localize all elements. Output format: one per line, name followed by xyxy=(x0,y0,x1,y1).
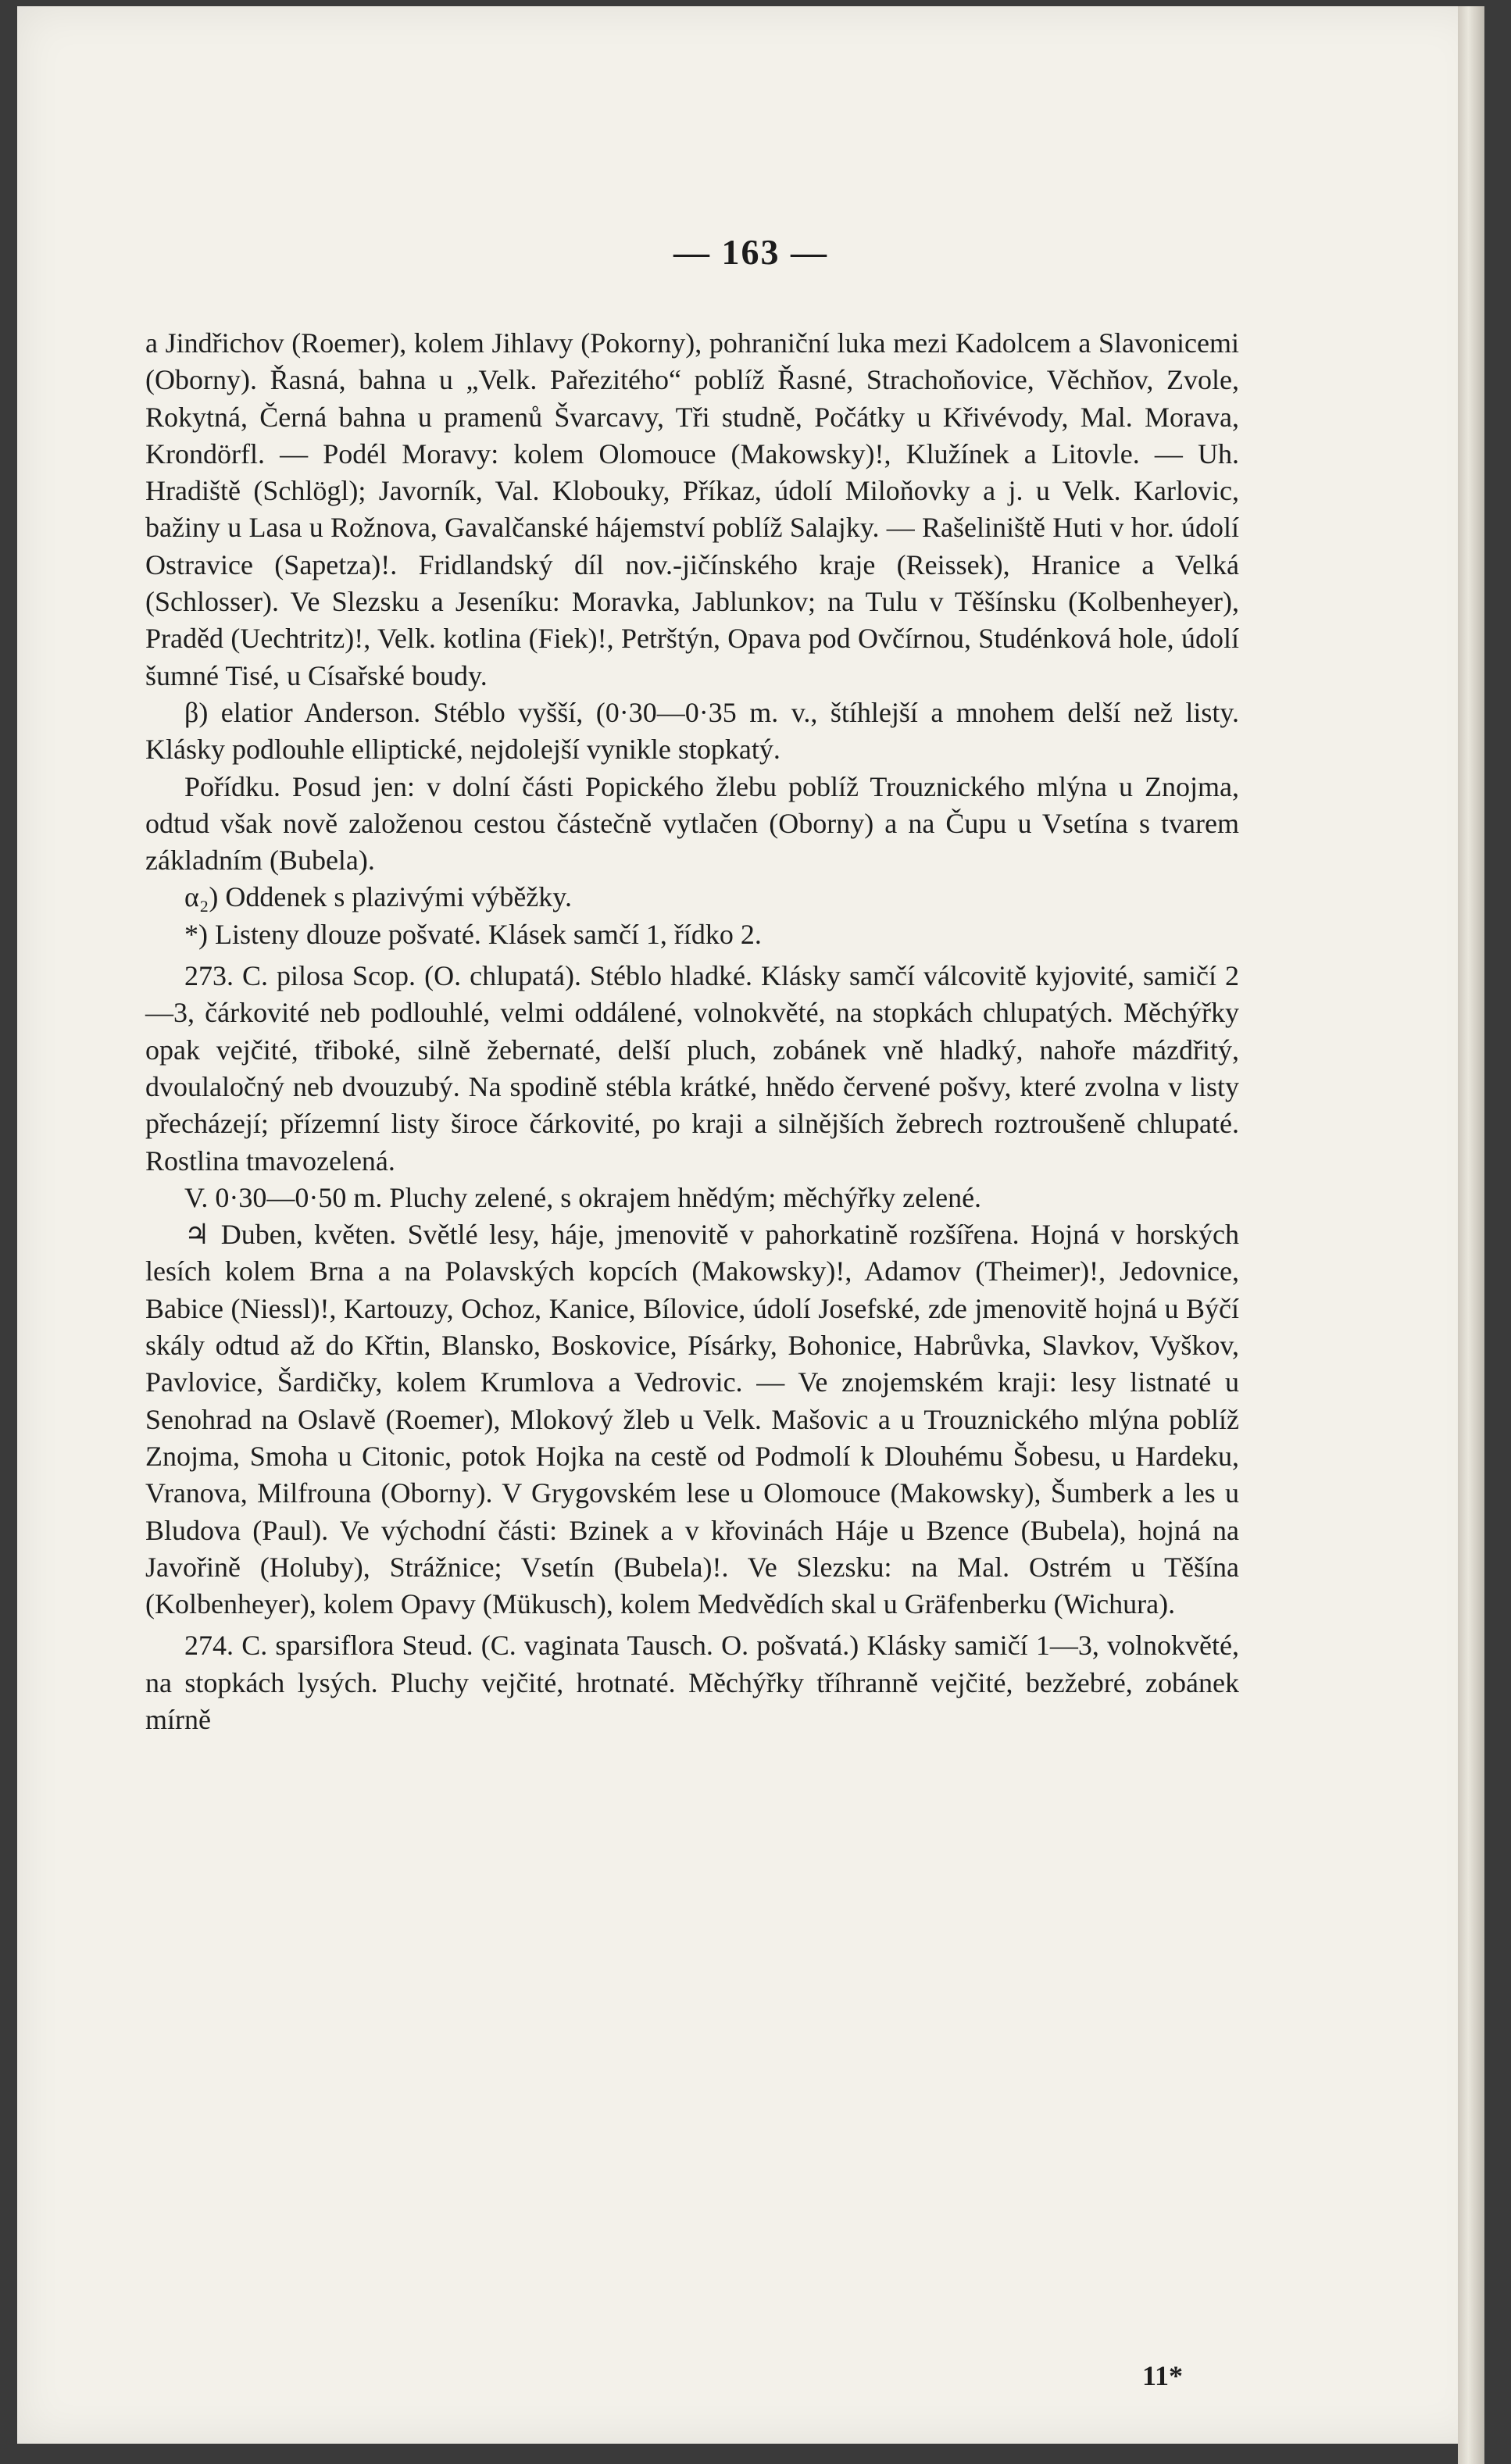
book-page xyxy=(17,6,1484,2444)
paragraph-variety-elatior: β) elatior Anderson. Stéblo vyšší, (0·30—0·35 m. v., štíhlejší a mnohem delší než listy. Klásky podlouhle elliptické, nejdolejší vynikle stopkatý. xyxy=(145,696,1239,766)
paragraph-species-274: 274. C. sparsiflora Steud. (C. vaginata Tausch. O. pošvatá.) Klásky samičí 1—3, volnokvěté, na stopkách lysých. Pluchy vejčité, hrotnaté. Měchýřky tříhranně vejčité, bezžebré, zobánek mírně xyxy=(145,1630,1239,1735)
paragraph-rare-localities: Pořídku. Posud jen: v dolní části Popického žlebu poblíž Trouznického mlýna u Znojma, odtud však nově založenou cestou částečně vytlačen (Oborny) a na Čupu u Vsetína s tvarem základním (Bubela). xyxy=(145,770,1239,877)
page-edge xyxy=(1458,6,1484,2464)
paragraph-distribution-273: ♃ Duben, květen. Světlé lesy, háje, jmenovitě v pahorkatině rozšířena. Hojná v horských lesích kolem Brna a na Polavských kopcích (Makowsky)!, Adamov (Theimer)!, Jedovnice, Babice (Niessl)!, Kartouzy, Ochoz, Kanice, Bílovice, údolí Josefské, zde jmenovitě hojná u Býčí skály odtud až do Křtin, Blansko, Boskovice, Písárky, Bohonice, Habrůvka, Slavkov, Vyškov, Pavlovice, Šardičky, kolem Krumlova a Vedrovic. — Ve znojemském kraji: lesy listnaté u Senohrad na Oslavě (Roemer), Mlokový žleb u Velk. Mašovic a u Trouznického mlýna poblíž Znojma, Smoha u Citonic, potok Hojka na cestě od Podmolí k Dlouhému Šobesu, u Hardeku, Vranova, Milfrouna (Oborny). V Grygovském lese u Olomouce (Makowsky), Šumberk a les u Bludova (Paul). Ve východní části: Bzinek a v křovinách Háje u Bzence (Bubela), hojná na Javořině (Holuby), Strážnice; Vsetín (Bubela)!. Ve Slezsku: na Mal. Ostrém u Těšína (Kolbenheyer), kolem Opavy (Mükusch), kolem Medvědích skal u Gräfenberku (Wichura). xyxy=(145,1219,1239,1620)
paragraph-key-alpha2: α₂) Oddenek s plazivými výběžky. xyxy=(184,881,572,913)
paragraph-localities: a Jindřichov (Roemer), kolem Jihlavy (Pokorny), pohraniční luka mezi Kadolcem a Slavonicemi (Oborny). Řasná, bahna u „Velk. Pařezitého“ poblíž Řasné, Strachoňovice, Věchňov, Zvole, Rokytná, Černá bahna u pramenů Švarcavy, Tři studně, Počátky u Křivévody, Mal. Morava, Krondörfl. — Podél Moravy: kolem Olomouce (Makowsky)!, Klužínek a Litovle. — Uh. Hradiště (Schlögl); Javorník, Val. Klobouky, Příkaz, údolí Miloňovky a j. u Velk. Karlovic, bažiny u Lasa u Rožnova, Gavalčanské hájemství poblíž Salajky. — Rašeliniště Huti v hor. údolí Ostravice (Sapetza)!. Fridlandský díl nov.-jičínského kraje (Reissek), Hranice a Velká (Schlosser). Ve Slezsku a Jeseníku: Moravka, Jablunkov; na Tulu v Těšínsku (Kolbenheyer), Praděd (Uechtritz)!, Velk. kotlina (Fiek)!, Petrštýn, Opava pod Ovčírnou, Studénková hole, údolí šumné Tisé, u Císařské boudy. xyxy=(145,327,1239,691)
page-number: — 163 — xyxy=(673,232,828,272)
paragraph-species-273: 273. C. pilosa Scop. (O. chlupatá). Stéblo hladké. Klásky samčí válcovitě kyjovité, samičí 2—3, čárkovité neb podlouhlé, velmi oddálené, volnokvěté, na stopkách chlupatých. Měchýřky opak vejčité, třiboké, silně žebernaté, delší pluch, zobánek vně hladký, nahoře mázdřitý, dvoulaločný neb dvouzubý. Na spodině stébla krátké, hnědo červené pošvy, které zvolna v listy přecházejí; přízemní listy široce čárkovité, po kraji a silnějších žebrech roztroušeně chlupaté. Rostlina tmavozelená. xyxy=(145,960,1239,1177)
paragraph-size-273: V. 0·30—0·50 m. Pluchy zelené, s okrajem hnědým; měchýřky zelené. xyxy=(184,1181,982,1213)
signature-mark: 11* xyxy=(1142,2360,1184,2391)
paragraph-key-star: *) Listeny dlouze pošvaté. Klásek samčí 1, řídko 2. xyxy=(184,918,762,950)
body-text xyxy=(145,325,1239,1738)
